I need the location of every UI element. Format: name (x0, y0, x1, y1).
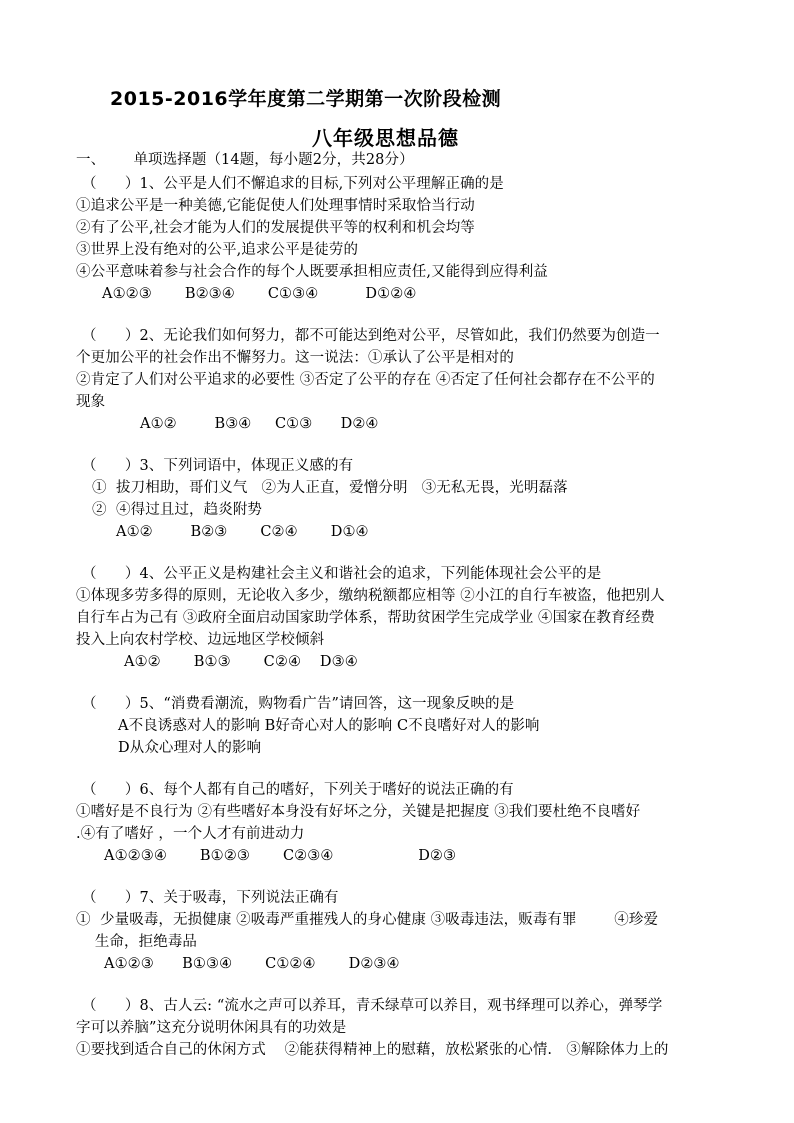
question-4-option-2: 自行车占为己有 ③政府全面启动国家助学体系，帮助贫困学生完成学业 ④国家在教育经费 (76, 610, 655, 626)
question-7-option-1: ① 少量吸毒，无损健康 ②吸毒严重摧残人的身心健康 ③吸毒违法，贩毒有罪 ④珍爱 (76, 912, 659, 928)
question-3-stem: （ ）3、下列词语中，体现正义感的有 (82, 458, 354, 474)
question-1-stem: （ ）1、公平是人们不懈追求的目标,下列对公平理解正确的是 (82, 176, 504, 192)
question-7-option-2: 生命，拒绝毒品 (76, 934, 198, 950)
question-2-stem-line-4: 现象 (76, 394, 106, 410)
question-3-answers: A①② B②③ C②④ D①④ (116, 524, 369, 540)
question-3-option-2: ② ④得过且过，趋炎附势 (92, 502, 263, 518)
question-5-option-2: D从众心理对人的影响 (118, 740, 262, 756)
question-1-option-4: ④公平意味着参与社会合作的每个人既要承担相应责任,又能得到应得利益 (76, 264, 548, 280)
question-1-option-1: ①追求公平是一种美德,它能促使人们处理事情时采取恰当行动 (76, 198, 475, 214)
question-4-stem: （ ）4、公平正义是构建社会主义和谐社会的追求，下列能体现社会公平的是 (82, 566, 602, 582)
question-1-option-2: ②有了公平,社会才能为人们的发展提供平等的权利和机会均等 (76, 220, 475, 236)
question-7-stem: （ ）7、关于吸毒，下列说法正确有 (82, 890, 339, 906)
question-6-answers: A①②③④ B①②③ C②③④ D②③ (104, 848, 457, 864)
question-6-stem: （ ）6、每个人都有自己的嗜好，下列关于嗜好的说法正确的有 (82, 782, 514, 798)
question-2-stem-line-1: （ ）2、无论我们如何努力，都不可能达到绝对公平，尽管如此，我们仍然要为创造一 (82, 328, 660, 344)
question-4-option-1: ①体现多劳多得的原则，无论收入多少，缴纳税额都应相等 ②小江的自行车被盗，他把别人 (76, 588, 665, 604)
question-6-option-2: .④有了嗜好 ，一个人才有前进动力 (76, 826, 305, 842)
question-8-stem-line-1: （ ）8、古人云: “流水之声可以养耳，青禾绿草可以养目，观书绎理可以养心，弹琴学 (82, 998, 663, 1014)
section-heading: 一、 单项选择题（14题，每小题2分，共28分） (76, 152, 414, 168)
question-1-answers: A①②③ B②③④ C①③④ D①②④ (102, 286, 417, 302)
question-4-option-3: 投入上向农村学校、边远地区学校倾斜 (76, 632, 325, 648)
question-5-stem: （ ）5、“消费看潮流，购物看广告”请回答，这一现象反映的是 (82, 696, 515, 712)
question-3-option-1: ① 拔刀相助，哥们义气 ②为人正直，爱憎分明 ③无私无畏，光明磊落 (92, 480, 568, 496)
question-8-stem-line-2: 字可以养脑”这充分说明休闲具有的功效是 (76, 1020, 347, 1036)
question-2-stem-line-2: 个更加公平的社会作出不懈努力。这一说法：①承认了公平是相对的 (76, 350, 514, 366)
question-5-option-1: A不良诱惑对人的影响 B好奇心对人的影响 C不良嗜好对人的影响 (118, 718, 540, 734)
exam-title: 2015-2016学年度第二学期第一次阶段检测 (110, 88, 502, 110)
question-1-option-3: ③世界上没有绝对的公平,追求公平是徒劳的 (76, 242, 359, 258)
question-6-option-1: ①嗜好是不良行为 ②有些嗜好本身没有好坏之分，关键是把握度 ③我们要杜绝不良嗜好 (76, 804, 641, 820)
question-7-answers: A①②③ B①③④ C①②④ D②③④ (104, 956, 400, 972)
question-4-answers: A①② B①③ C②④ D③④ (124, 654, 358, 670)
question-2-answers: A①② B③④ C①③ D②④ (140, 416, 379, 432)
question-8-option-1: ①要找到适合自己的休闲方式 ②能获得精神上的慰藉，放松紧张的心情. ③解除体力上的 (76, 1042, 669, 1058)
exam-subtitle: 八年级思想品德 (312, 126, 459, 150)
question-2-stem-line-3: ②肯定了人们对公平追求的必要性 ③否定了公平的存在 ④否定了任何社会都存在不公平的 (76, 372, 655, 388)
